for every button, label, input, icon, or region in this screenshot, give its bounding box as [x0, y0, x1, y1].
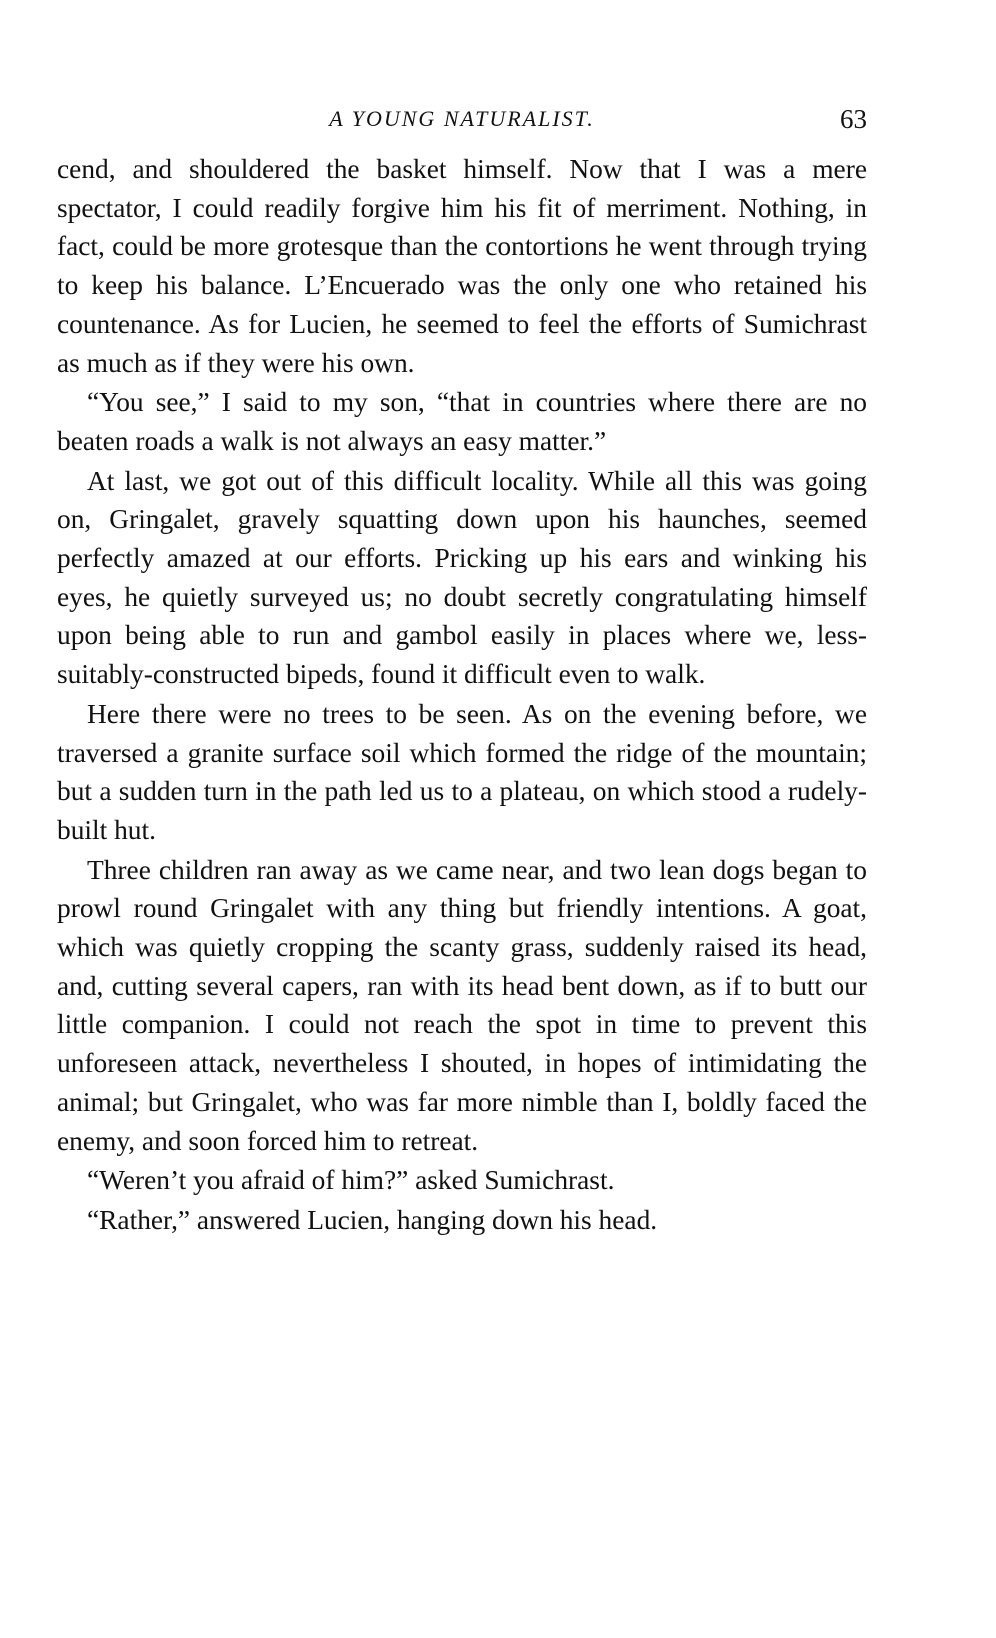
running-title: A YOUNG NATURALIST.: [329, 106, 595, 131]
body-text: [57, 150, 867, 1240]
paragraph-4: Here there were no trees to be seen. As on the evening before, we traversed a granite surface soil which formed the ridge of the mountain; but a sudden turn in the path led us to a plateau, on which stood a rudely-built hut.: [57, 698, 867, 845]
paragraph-2: “You see,” I said to my son, “that in countries where there are no beaten roads a walk is not always an easy matter.”: [57, 387, 867, 456]
paragraph-3: At last, we got out of this difficult locality. While all this was going on, Gringalet, gravely squatting down upon his haunches, seemed perfectly amazed at our efforts. Pricking up his ears and winking his eyes, he quietly surveyed us; no doubt secretly congratulating himself upon being able to run and gambol easily in places where we, less-suitably-constructed bipeds, found it difficult even to walk.: [57, 465, 867, 690]
book-page: [57, 100, 867, 1240]
running-header: [57, 100, 867, 140]
paragraph-6: “Weren’t you afraid of him?” asked Sumichrast.: [87, 1165, 615, 1196]
paragraph-1: cend, and shouldered the basket himself. Now that I was a mere spectator, I could readily forgive him his fit of merriment. Nothing, in fact, could be more grotesque than the contortions he went through trying to keep his balance. L’Encuerado was the only one who retained his countenance. As for Lucien, he seemed to feel the efforts of Sumichrast as much as if they were his own.: [57, 154, 867, 378]
page-number: 63: [840, 104, 867, 134]
paragraph-5: Three children ran away as we came near, and two lean dogs began to prowl round Gringalet with any thing but friendly intentions. A goat, which was quietly cropping the scanty grass, suddenly raised its head, and, cutting several capers, ran with its head bent down, as if to butt our little companion. I could not reach the spot in time to prevent this unforeseen attack, nevertheless I shouted, in hopes of intimidating the animal; but Gringalet, who was far more nimble than I, boldly faced the enemy, and soon forced him to retreat.: [57, 854, 867, 1156]
paragraph-7: “Rather,” answered Lucien, hanging down his head.: [87, 1204, 658, 1235]
